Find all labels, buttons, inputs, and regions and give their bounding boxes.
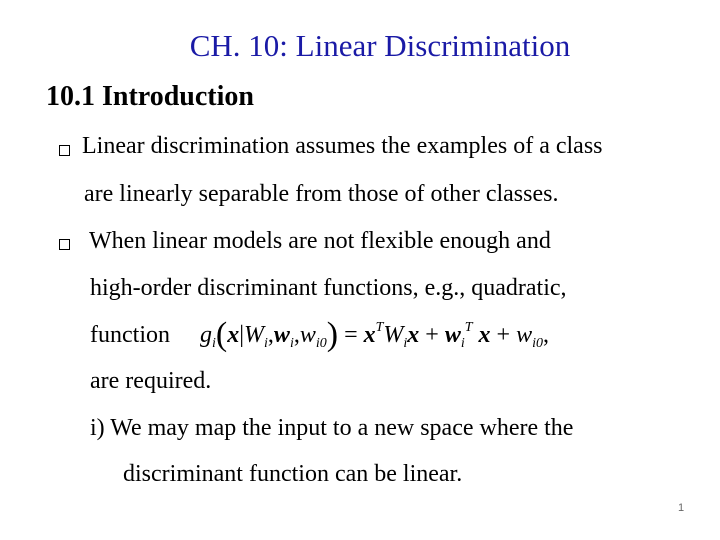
bullet-line-2: are linearly separable from those of other classes.	[84, 181, 559, 207]
bullet-line-4: high-order discriminant functions, e.g., quadratic,	[90, 275, 567, 301]
square-bullet-icon	[59, 145, 70, 156]
sub-item-line-2: discriminant function can be linear.	[123, 461, 463, 487]
bullet-line-1: Linear discrimination assumes the examples of a class	[82, 133, 603, 159]
section-heading: 10.1 Introduction	[46, 81, 254, 112]
bullet-line-function-label: function	[90, 322, 170, 348]
quadratic-discriminant-formula: $g_i(x|W_i,w_i,w_{i0}) = x^TW_ix + w_i^T$ $x + w_{i0}$,	[200, 316, 549, 353]
slide-title: CH. 10: Linear Discrimination	[189, 28, 571, 63]
bullet-line-3: When linear models are not flexible enough and	[89, 228, 551, 254]
sub-item-line-1: i) We may map the input to a new space where the	[90, 415, 574, 441]
page-number: 1	[678, 502, 685, 514]
bullet-line-6: are required.	[90, 368, 212, 394]
square-bullet-icon	[59, 239, 70, 250]
